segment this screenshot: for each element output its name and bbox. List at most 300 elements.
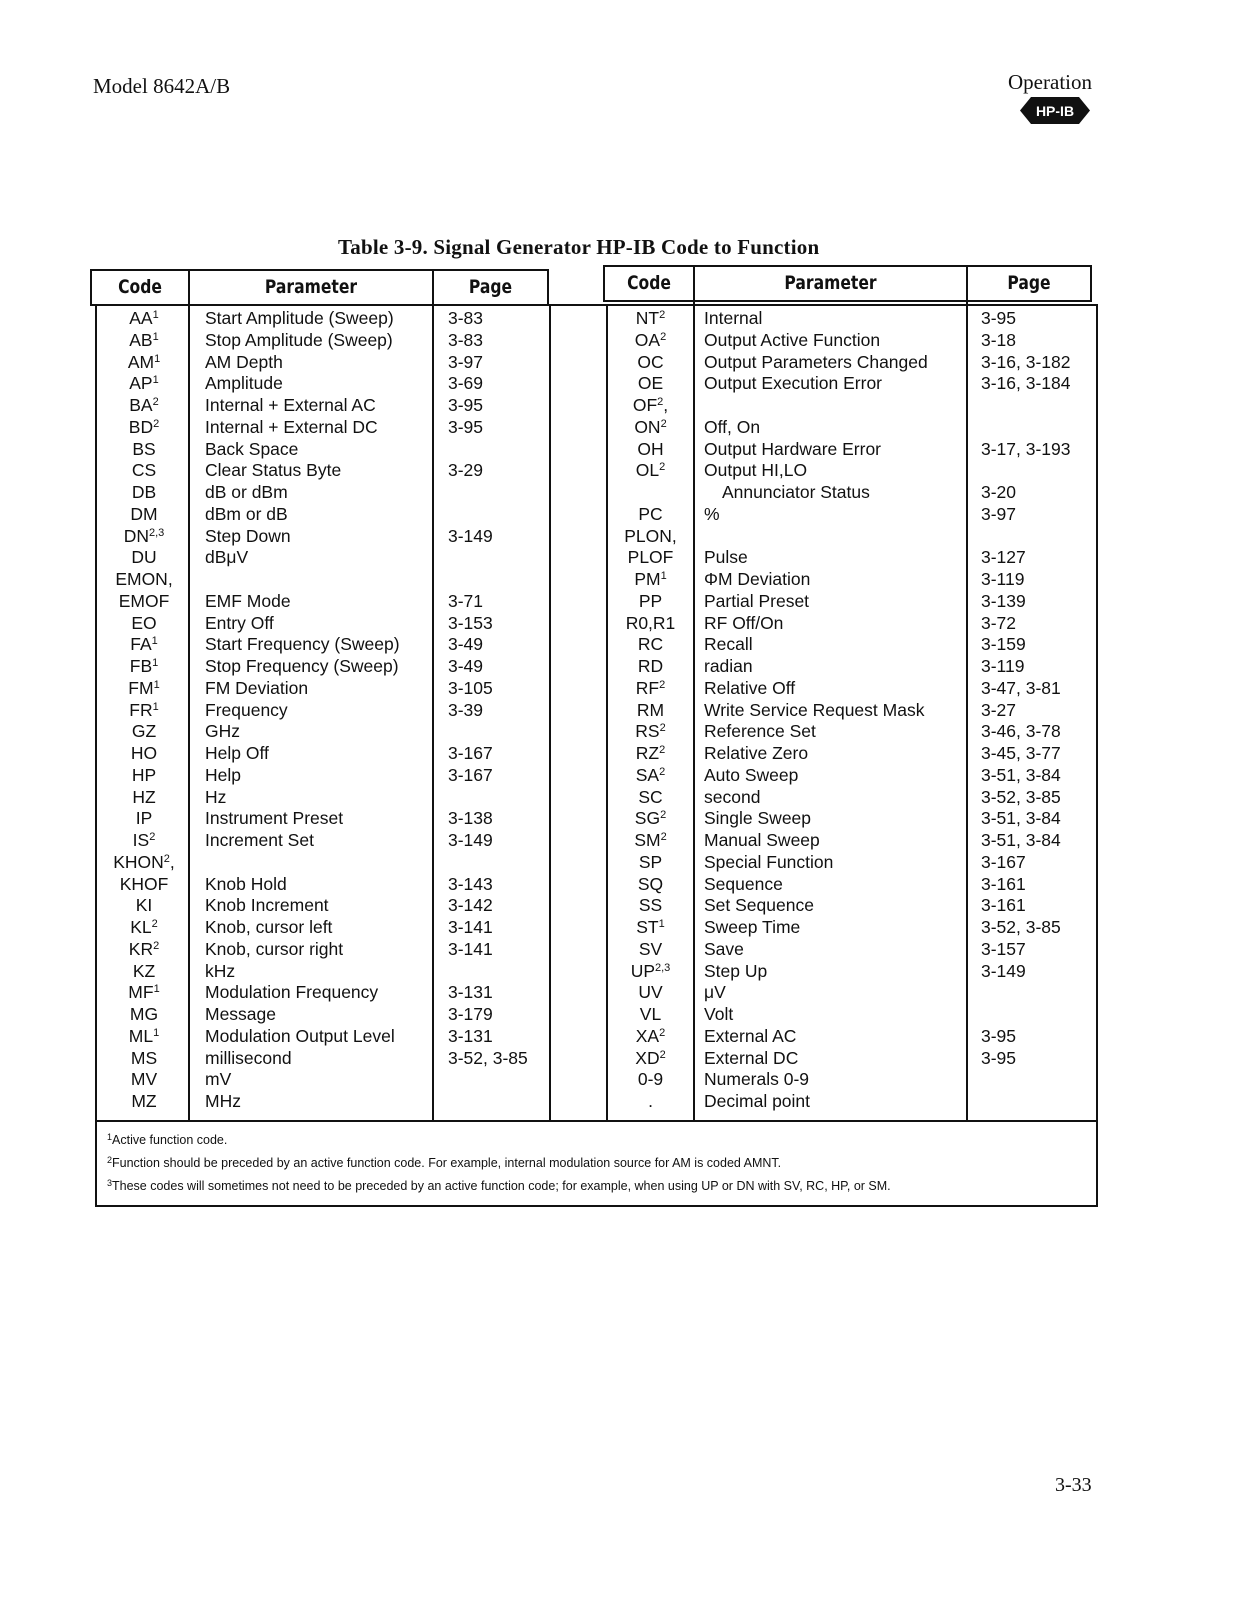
right-page-cell: 3-46, 3-78	[981, 721, 1061, 742]
right-page-column	[981, 308, 1091, 1113]
left-code-text: FA	[130, 634, 152, 655]
right-page-cell: 3-161	[981, 873, 1026, 894]
footnote-marker: 1	[152, 374, 159, 387]
left-page-cell	[448, 1091, 548, 1113]
left-code-cell	[100, 308, 188, 330]
right-param-cell: radian	[704, 656, 753, 676]
left-page-cell: 3-143	[448, 873, 493, 894]
left-param-cell: Start Amplitude (Sweep)	[205, 308, 394, 328]
left-code-text: DB	[131, 482, 157, 502]
footnote-marker: 2	[659, 1048, 666, 1061]
right-code-cell	[608, 308, 693, 330]
left-param-cell: dB or dBm	[205, 482, 288, 502]
left-param-cell: Help	[205, 764, 241, 785]
footnote	[107, 1176, 1087, 1199]
right-page-cell: 3-161	[981, 895, 1026, 916]
left-code-text: DN	[123, 525, 149, 546]
right-code-text: SA	[635, 764, 660, 785]
left-code-cell	[100, 787, 188, 809]
left-param-cell: dBm or dB	[205, 503, 288, 524]
left-code-text: KHOF	[119, 873, 169, 894]
left-code-cell	[100, 352, 188, 374]
left-page-cell: 3-141	[448, 917, 493, 937]
left-code-text: KR	[128, 938, 154, 959]
right-param-cell: Reference Set	[704, 721, 816, 742]
right-code-cell	[608, 656, 693, 678]
left-code-cell	[100, 591, 188, 613]
right-page-cell: 3-159	[981, 634, 1026, 655]
left-param-cell: Modulation Frequency	[205, 982, 379, 1003]
left-param-cell: Message	[205, 1004, 277, 1024]
left-code-text: FR	[129, 699, 153, 720]
right-code-text: XA	[635, 1025, 660, 1046]
right-code-cell	[608, 743, 693, 765]
left-page-cell: 3-131	[448, 1025, 493, 1046]
right-param-cell: Single Sweep	[704, 808, 812, 829]
left-code-cell	[100, 1048, 188, 1070]
footnote-mark: 3	[107, 1178, 113, 1188]
right-page-cell	[981, 526, 1091, 548]
right-code-cell	[608, 460, 693, 482]
right-param-cell: second	[704, 786, 761, 807]
left-code-text: AB	[129, 329, 153, 350]
right-code-header: Code	[627, 272, 671, 294]
left-page-cell	[448, 482, 548, 504]
left-code-text: KHON	[113, 851, 164, 872]
left-code-text: BS	[132, 438, 156, 459]
left-param-cell: Internal + External AC	[205, 395, 376, 415]
right-code-cell	[608, 678, 693, 700]
left-code-cell	[100, 1069, 188, 1091]
left-page-cell: 3-95	[448, 395, 484, 415]
right-param-cell: Output Active Function	[704, 329, 881, 350]
right-code-text: PC	[638, 503, 663, 524]
right-page-cell: 3-16, 3-184	[981, 373, 1071, 394]
left-param-cell: Help Off	[205, 743, 269, 763]
right-param-cell: Set Sequence	[704, 895, 814, 916]
footnote-marker: 1	[153, 983, 160, 996]
footnotes	[107, 1130, 1087, 1199]
right-code-cell	[608, 982, 693, 1004]
right-code-text: RZ	[635, 743, 660, 763]
left-page-cell	[448, 1069, 548, 1091]
left-param-cell: mV	[205, 1069, 232, 1090]
right-param-cell: Relative Off	[704, 677, 796, 698]
right-code-column	[608, 308, 693, 1113]
right-code-cell	[608, 1069, 693, 1091]
right-code-cell	[608, 634, 693, 656]
left-page-cell: 3-83	[448, 329, 484, 350]
left-code-cell	[100, 634, 188, 656]
footnote-text: These codes will sometimes not need to be preceded by an active function code; for example, when using UP or DN with SV, RC, HP, or SM.	[112, 1179, 891, 1193]
footnote	[107, 1153, 1087, 1176]
left-param-cell: Amplitude	[205, 373, 283, 394]
right-page-cell: 3-157	[981, 938, 1026, 959]
footnote-marker: 2	[660, 809, 667, 822]
left-code-text: EO	[131, 612, 157, 633]
left-code-text: MF	[128, 982, 154, 1003]
left-param-cell: Entry Off	[205, 612, 274, 633]
footnote-marker: 2	[660, 831, 667, 843]
right-param-cell: Save	[704, 938, 744, 959]
left-param-cell: Increment Set	[205, 830, 314, 850]
footnote-marker: 2	[153, 417, 160, 430]
left-param-cell: Start Frequency (Sweep)	[205, 634, 400, 655]
left-code-cell	[100, 656, 188, 678]
right-code-text: SQ	[637, 873, 664, 894]
right-code-text: UP	[630, 960, 655, 981]
right-code-text: 0-9	[637, 1069, 664, 1090]
right-code-text: SP	[638, 851, 663, 872]
right-code-cell	[608, 852, 693, 874]
right-code-text: R0,R1	[625, 612, 676, 633]
left-page-cell	[448, 547, 548, 569]
right-code-text: SM	[634, 830, 661, 850]
left-code-cell	[100, 874, 188, 896]
left-code-text: DU	[131, 547, 157, 568]
left-code-text: DM	[130, 503, 158, 524]
left-param-cell: Knob Hold	[205, 873, 287, 894]
left-page-cell: 3-141	[448, 938, 493, 959]
right-param-cell	[704, 395, 966, 417]
left-code-cell	[100, 569, 188, 591]
left-code-text: EMON,	[115, 569, 173, 589]
left-code-text: MV	[130, 1069, 158, 1090]
left-param-cell: Internal + External DC	[205, 416, 378, 437]
left-code-text: HP	[131, 764, 157, 785]
right-param-cell: Sweep Time	[704, 917, 801, 937]
left-code-text: KZ	[132, 960, 156, 981]
right-page-cell	[981, 982, 1091, 1004]
left-code-text: BA	[129, 395, 153, 415]
right-page-cell: 3-52, 3-85	[981, 917, 1061, 937]
right-code-cell	[608, 395, 693, 417]
left-code-cell	[100, 1004, 188, 1026]
left-param-cell: FM Deviation	[205, 677, 309, 698]
left-code-cell	[100, 395, 188, 417]
left-code-text: EMOF	[118, 590, 170, 611]
left-code-text: GZ	[131, 721, 157, 742]
left-code-cell	[100, 547, 188, 569]
footnote-marker: 1	[658, 918, 665, 930]
right-page-cell: 3-45, 3-77	[981, 743, 1061, 763]
left-param-cell: Knob, cursor left	[205, 917, 333, 937]
right-code-text: SC	[638, 786, 663, 807]
right-code-text: ST	[636, 917, 659, 937]
left-code-cell	[100, 613, 188, 635]
right-code-cell	[608, 547, 693, 569]
right-code-text: RM	[636, 699, 665, 720]
right-param-cell: Off, On	[704, 416, 761, 437]
right-param-cell: Internal	[704, 308, 763, 328]
right-page-cell: 3-27	[981, 699, 1017, 720]
section-title: Operation	[1008, 70, 1092, 94]
code-suffix: ,	[169, 851, 175, 872]
right-code-cell	[608, 482, 693, 504]
right-code-cell	[608, 895, 693, 917]
right-code-cell	[608, 765, 693, 787]
right-param-cell: Annunciator Status	[722, 482, 870, 502]
right-page-cell: 3-95	[981, 1047, 1017, 1068]
right-code-cell	[608, 1004, 693, 1026]
footnote	[107, 1130, 1087, 1153]
footnote-marker: 1	[152, 657, 159, 669]
right-code-cell	[608, 613, 693, 635]
footnote-marker: 2	[659, 461, 666, 474]
right-page-cell: 3-97	[981, 503, 1017, 524]
footnote-marker: 2	[659, 678, 666, 691]
left-page-cell: 3-131	[448, 982, 493, 1003]
right-code-text: OE	[637, 373, 664, 394]
left-code-cell	[100, 1026, 188, 1048]
right-param-cell: External DC	[704, 1047, 799, 1068]
footnote-text: Active function code.	[112, 1133, 228, 1147]
footnote-marker: 2	[660, 417, 667, 430]
right-param-cell: Output Hardware Error	[704, 438, 882, 459]
left-page-cell	[448, 961, 548, 983]
left-code-cell	[100, 700, 188, 722]
left-param-cell: Knob, cursor right	[205, 938, 344, 959]
left-param-cell: Back Space	[205, 438, 299, 459]
right-parameter-column	[704, 308, 966, 1113]
left-code-header: Code	[118, 276, 162, 298]
left-param-cell: Stop Amplitude (Sweep)	[205, 329, 393, 350]
right-code-text: SS	[638, 895, 663, 916]
right-page-cell: 3-17, 3-193	[981, 438, 1071, 459]
right-page-cell	[981, 1004, 1091, 1026]
right-code-cell	[608, 373, 693, 395]
left-page-cell	[448, 439, 548, 461]
left-page-cell: 3-49	[448, 656, 484, 676]
right-page-cell: 3-18	[981, 329, 1017, 350]
left-code-cell	[100, 526, 188, 548]
footnote-marker: 2	[660, 330, 667, 343]
right-code-text: SV	[638, 938, 663, 959]
left-code-text: MZ	[131, 1091, 157, 1111]
footnote-mark: 1	[107, 1132, 113, 1142]
right-code-text: OF	[632, 395, 658, 415]
left-page-cell: 3-69	[448, 373, 484, 394]
right-page-cell	[981, 417, 1091, 439]
right-param-cell: RF Off/On	[704, 612, 784, 633]
right-param-cell: Special Function	[704, 851, 834, 872]
left-code-text: KI	[135, 895, 153, 916]
right-code-cell	[608, 526, 693, 548]
footnote-marker: 2	[153, 939, 160, 952]
right-code-text: OC	[637, 351, 664, 372]
right-code-cell	[608, 1048, 693, 1070]
footnote-marker: 1	[152, 330, 159, 343]
right-code-text: OH	[637, 438, 664, 459]
right-param-cell: Output Execution Error	[704, 373, 882, 394]
left-code-cell	[100, 504, 188, 526]
right-code-cell	[608, 439, 693, 461]
right-param-cell: Output Parameters Changed	[704, 351, 928, 372]
code-suffix: ,	[663, 395, 669, 415]
right-code-text: PM	[634, 569, 661, 589]
left-code-text: KL	[130, 917, 152, 937]
right-page-cell: 3-167	[981, 851, 1026, 872]
right-param-cell: %	[704, 503, 720, 524]
right-page-cell: 3-51, 3-84	[981, 830, 1061, 850]
right-param-cell: Decimal point	[704, 1091, 811, 1111]
footnote-marker: 2,3	[148, 526, 165, 539]
left-param-cell: Hz	[205, 786, 227, 807]
right-param-cell: Recall	[704, 634, 753, 655]
left-param-cell: dBμV	[205, 547, 249, 568]
left-page-cell: 3-149	[448, 830, 493, 850]
left-page-cell: 3-105	[448, 677, 493, 698]
left-code-cell	[100, 373, 188, 395]
footnote-marker: 1	[152, 700, 159, 713]
right-code-text: RF	[635, 677, 660, 698]
right-param-cell: Pulse	[704, 547, 748, 568]
left-code-text: IS	[132, 830, 150, 850]
right-code-text: RC	[637, 634, 664, 655]
left-code-cell	[100, 808, 188, 830]
left-page-cell: 3-149	[448, 525, 493, 546]
footnote-marker: 1	[660, 570, 667, 582]
left-code-cell	[100, 961, 188, 983]
left-page-cell: 3-39	[448, 699, 484, 720]
footnote-marker: 1	[154, 352, 161, 365]
left-param-cell: Knob Increment	[205, 895, 329, 916]
right-page-cell: 3-51, 3-84	[981, 808, 1061, 829]
footnote-marker: 2,3	[655, 961, 671, 974]
left-page-cell: 3-142	[448, 895, 493, 916]
right-code-text: ON	[634, 416, 661, 437]
left-code-text: ML	[128, 1025, 154, 1046]
left-code-text: FB	[129, 656, 153, 676]
left-page-cell: 3-167	[448, 743, 493, 763]
right-code-cell	[608, 1026, 693, 1048]
right-code-text: VL	[639, 1004, 662, 1024]
right-code-cell	[608, 961, 693, 983]
left-param-cell: EMF Mode	[205, 590, 291, 611]
right-code-cell	[608, 591, 693, 613]
right-code-cell	[608, 830, 693, 852]
left-code-cell	[100, 678, 188, 700]
right-code-cell	[608, 569, 693, 591]
right-param-cell: Sequence	[704, 873, 783, 894]
footnote-marker: 2	[152, 396, 159, 408]
right-code-text: SG	[634, 808, 661, 829]
footnote-marker: 2	[659, 765, 666, 778]
right-code-text: XD	[635, 1047, 660, 1068]
left-code-text: IP	[135, 808, 153, 829]
left-param-cell: Modulation Output Level	[205, 1025, 395, 1046]
footnote-marker: 2	[659, 309, 666, 321]
left-page-cell	[448, 721, 548, 743]
footnote-mark: 2	[107, 1155, 113, 1165]
table-title: Table 3-9. Signal Generator HP-IB Code to Function	[338, 235, 820, 259]
right-param-cell: External AC	[704, 1025, 797, 1046]
right-param-cell: Numerals 0-9	[704, 1069, 810, 1090]
right-code-cell	[608, 504, 693, 526]
right-code-text: PLOF	[627, 547, 674, 568]
left-param-cell: millisecond	[205, 1047, 292, 1068]
right-param-cell: Step Up	[704, 960, 768, 981]
left-param-cell: kHz	[205, 960, 236, 981]
right-code-text: .	[648, 1091, 653, 1111]
left-param-cell: GHz	[205, 721, 240, 742]
right-code-cell	[608, 787, 693, 809]
right-param-cell	[704, 526, 966, 548]
right-page-cell	[981, 395, 1091, 417]
right-page-cell: 3-95	[981, 308, 1017, 328]
left-page-cell: 3-83	[448, 308, 484, 328]
left-param-cell	[205, 569, 430, 591]
right-code-text: PLON,	[624, 525, 677, 546]
left-code-text: MG	[129, 1004, 159, 1024]
left-page-cell	[448, 504, 548, 526]
left-param-cell: Instrument Preset	[205, 808, 344, 829]
left-page-cell: 3-97	[448, 351, 484, 372]
left-page-cell: 3-71	[448, 590, 484, 611]
right-page-cell: 3-16, 3-182	[981, 351, 1071, 372]
left-param-cell: Stop Frequency (Sweep)	[205, 656, 399, 676]
left-page-cell	[448, 787, 548, 809]
right-code-cell	[608, 700, 693, 722]
left-code-text: MS	[130, 1047, 158, 1068]
left-code-text: AA	[129, 308, 153, 328]
right-code-cell	[608, 417, 693, 439]
left-page-cell: 3-95	[448, 416, 484, 437]
footnote-marker: 2	[659, 1026, 666, 1039]
right-param-cell: Output HI,LO	[704, 460, 808, 481]
left-code-column	[100, 308, 188, 1113]
left-code-cell	[100, 830, 188, 852]
hp-ib-badge	[1020, 97, 1090, 124]
left-param-cell: Step Down	[205, 525, 291, 546]
right-code-text: RD	[637, 656, 664, 676]
left-code-text: HO	[130, 743, 158, 763]
right-page-cell: 3-119	[981, 656, 1025, 676]
right-param-cell: Manual Sweep	[704, 830, 820, 850]
footnote-text: Function should be preceded by an active function code. For example, internal modulation source for AM is coded AMNT.	[112, 1156, 782, 1170]
footnote-marker: 2	[659, 744, 666, 756]
footnote-marker: 1	[151, 635, 158, 648]
right-page-cell: 3-139	[981, 590, 1026, 611]
left-parameter-column	[205, 308, 430, 1113]
right-page-cell	[981, 460, 1091, 482]
left-code-text: AM	[127, 351, 155, 372]
right-param-cell: Relative Zero	[704, 743, 809, 763]
right-param-cell: ΦM Deviation	[704, 569, 811, 589]
left-code-cell	[100, 721, 188, 743]
left-param-cell: Clear Status Byte	[205, 460, 342, 481]
left-code-cell	[100, 743, 188, 765]
left-page-cell: 3-52, 3-85	[448, 1047, 528, 1068]
right-code-cell	[608, 874, 693, 896]
footnote-marker: 1	[153, 678, 160, 691]
left-page-cell: 3-29	[448, 460, 484, 481]
left-page-cell: 3-138	[448, 808, 493, 829]
right-code-cell	[608, 721, 693, 743]
left-page-cell	[448, 569, 548, 591]
right-code-text: RS	[635, 721, 660, 742]
left-page-cell: 3-153	[448, 612, 493, 633]
document-model: Model 8642A/B	[93, 74, 231, 98]
left-code-cell	[100, 982, 188, 1004]
left-code-cell	[100, 417, 188, 439]
right-param-cell: Auto Sweep	[704, 764, 799, 785]
right-page-cell: 3-47, 3-81	[981, 677, 1061, 698]
footnote-marker: 2	[657, 396, 664, 408]
left-code-cell	[100, 939, 188, 961]
right-param-cell: Partial Preset	[704, 590, 810, 611]
right-page-cell: 3-20	[981, 482, 1017, 502]
